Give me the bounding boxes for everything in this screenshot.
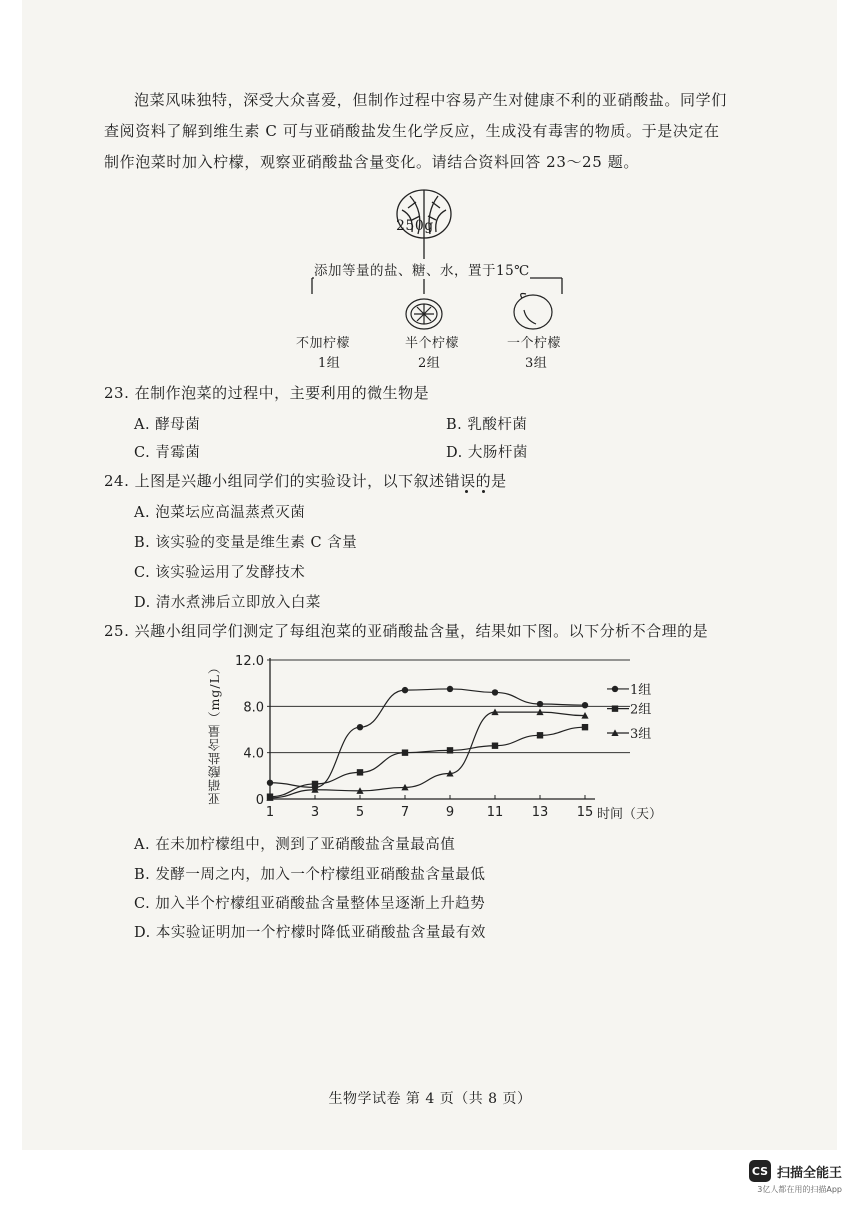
lemon-icon — [514, 294, 552, 330]
series-1-point — [357, 724, 363, 730]
emphasis-dot — [482, 490, 485, 493]
chart-y-tick-label: 0 — [255, 793, 264, 808]
chart-y-tick-label: 4.0 — [243, 746, 264, 762]
series-1-point — [447, 686, 453, 692]
weight-label: 250g — [396, 218, 434, 234]
series-2-point — [537, 732, 543, 738]
emphasis-dot — [465, 490, 468, 493]
series-2-point — [447, 747, 453, 753]
question-24-option-d: D. 清水煮沸后立即放入白菜 — [134, 595, 321, 611]
legend-label-2: 2组 — [630, 702, 652, 718]
chart-x-tick-label: 7 — [400, 805, 410, 820]
question-23-option-c: C. 青霉菌 — [134, 445, 201, 461]
series-1-point — [402, 687, 408, 693]
question-23-option-d: D. 大肠杆菌 — [446, 445, 528, 461]
question-24-stem: 24. 上图是兴趣小组同学们的实验设计，以下叙述错误的是 — [104, 472, 507, 490]
intro-line-1: 泡菜风味独特，深受大众喜爱，但制作过程中容易产生对健康不利的亚硝酸盐。同学们 — [134, 91, 727, 109]
group-1-label: 1组 — [318, 356, 341, 371]
question-23-option-a: A. 酵母菌 — [134, 417, 201, 433]
series-2-point — [357, 769, 363, 775]
group-3-label: 3组 — [525, 356, 548, 371]
chart-x-tick-label: 1 — [265, 805, 275, 820]
chart-y-tick-label: 8.0 — [243, 700, 264, 716]
question-24-option-c: C. 该实验运用了发酵技术 — [134, 565, 306, 581]
chart-x-tick-label: 13 — [531, 805, 549, 820]
cs-logo-icon: CS — [749, 1160, 771, 1182]
brand-tagline: 3亿人都在用的扫描App — [757, 1185, 842, 1194]
question-25-option-d: D. 本实验证明加一个柠檬时降低亚硝酸盐含量最有效 — [134, 925, 486, 941]
question-23-option-b: B. 乳酸杆菌 — [446, 417, 528, 433]
intro-paragraph — [104, 85, 764, 178]
chart-y-axis-label: 亚硝酸盐含量（mg/L） — [207, 660, 222, 806]
group-2-label: 2组 — [418, 356, 441, 371]
legend-marker-1 — [612, 686, 618, 692]
scanner-brand — [749, 1160, 842, 1195]
legend-label-1: 1组 — [630, 682, 652, 698]
series-2-point — [582, 724, 588, 730]
series-2-point — [492, 743, 498, 749]
question-25-stem: 25. 兴趣小组同学们测定了每组泡菜的亚硝酸盐含量，结果如下图。以下分析不合理的是 — [104, 622, 709, 640]
series-1-point — [537, 701, 543, 707]
intro-line-2: 查阅资料了解到维生素 C 可与亚硝酸盐发生化学反应，生成没有毒害的物质。于是决定在 — [104, 122, 720, 140]
question-24-option-b: B. 该实验的变量是维生素 C 含量 — [134, 535, 358, 551]
series-1-point — [267, 780, 273, 786]
group-3-condition: 一个柠檬 — [507, 336, 562, 351]
legend-label-3: 3组 — [630, 726, 652, 742]
question-24-option-a: A. 泡菜坛应高温蒸煮灭菌 — [134, 505, 306, 521]
chart-x-tick-label: 9 — [445, 805, 455, 820]
chart-x-tick-label: 11 — [486, 805, 504, 820]
series-1-point — [582, 702, 588, 708]
page-footer: 生物学试卷 第 4 页（共 8 页） — [328, 1091, 532, 1107]
legend-marker-2 — [612, 705, 618, 711]
question-25-option-b: B. 发酵一周之内，加入一个柠檬组亚硝酸盐含量最低 — [134, 867, 486, 883]
group-1-condition: 不加柠檬 — [296, 336, 351, 351]
chart-x-tick-label: 5 — [355, 805, 365, 820]
chart-x-axis-label: 时间（天） — [597, 807, 663, 822]
question-25-option-a: A. 在未加柠檬组中，测到了亚硝酸盐含量最高值 — [134, 837, 456, 853]
chart-x-tick-label: 15 — [576, 805, 594, 820]
half-lemon-icon — [406, 299, 442, 329]
question-25-option-c: C. 加入半个柠檬组亚硝酸盐含量整体呈逐渐上升趋势 — [134, 896, 486, 912]
series-2-point — [402, 749, 408, 755]
chart-y-tick-label: 12.0 — [235, 654, 264, 669]
group-2-condition: 半个柠檬 — [405, 336, 460, 351]
condition-label: 添加等量的盐、糖、水，置于15℃ — [314, 259, 530, 279]
intro-line-3: 制作泡菜时加入柠檬，观察亚硝酸盐含量变化。请结合资料回答 23～25 题。 — [104, 153, 639, 171]
series-1-point — [492, 689, 498, 695]
question-23-stem: 23. 在制作泡菜的过程中，主要利用的微生物是 — [104, 384, 430, 402]
chart-x-tick-label: 3 — [310, 805, 320, 820]
brand-name: 扫描全能王 — [776, 1165, 842, 1181]
